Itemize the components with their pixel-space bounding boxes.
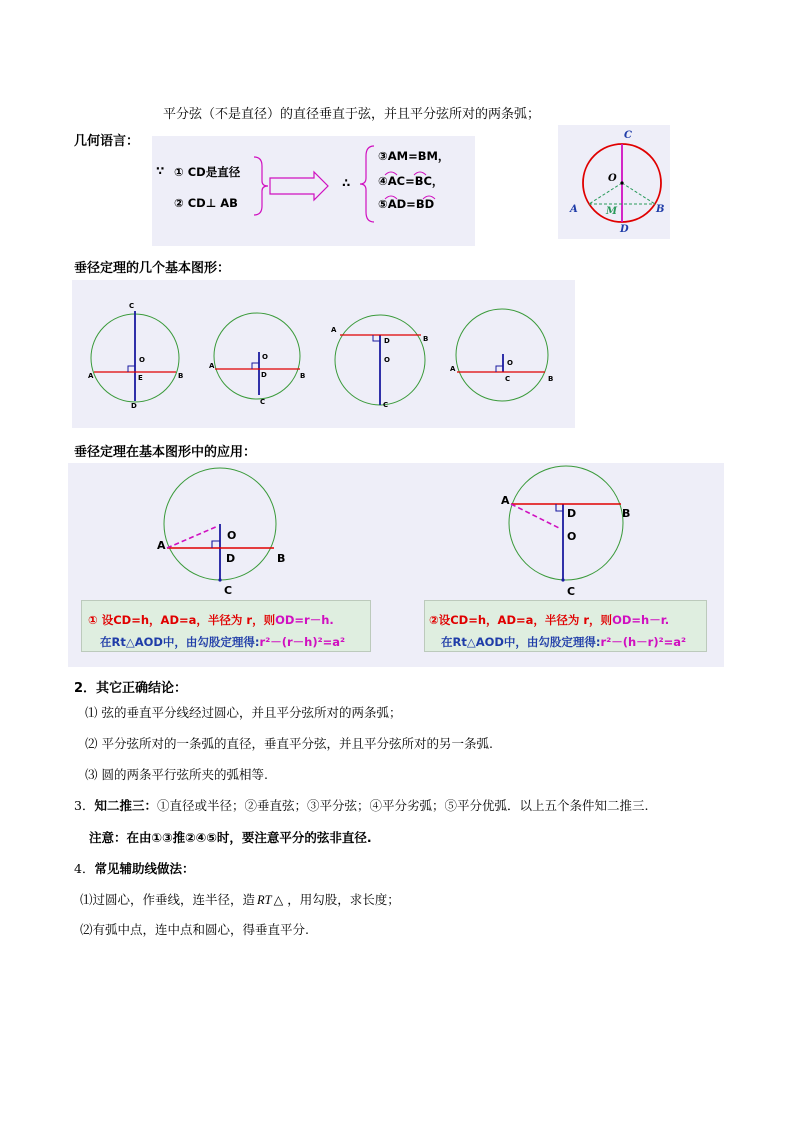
f4-circle <box>456 309 548 401</box>
label-d: D <box>620 224 629 235</box>
section-4-item-1-b: △ ，用勾股，求长度； <box>273 892 400 907</box>
app-left-label-c: C <box>224 584 233 597</box>
app-left-label-d: D <box>226 552 236 565</box>
f3-label-a: A <box>331 326 337 334</box>
result-2: ④AC=BC， <box>378 174 444 188</box>
section-4-title: 常见辅助线做法： <box>94 861 195 876</box>
f4-label-c: C <box>505 375 511 383</box>
section-3-title: 知二推三： <box>94 798 157 813</box>
formula-2-setup: ②设CD=h，AD=a，半径为 r，则 <box>429 613 613 627</box>
section-2-item-3: ⑶ 圆的两条平行弦所夹的弧相等. <box>85 767 268 782</box>
app-right-label-o: O <box>567 530 577 543</box>
radius-oa <box>589 183 622 204</box>
label-m: M <box>606 206 618 217</box>
intro-line: 平分弦（不是直径）的直径垂直于弦，并且平分弦所对的两条弧； <box>163 107 541 122</box>
formula-2-pythag-label: 在Rt△AOD中，由勾股定理得: <box>441 635 601 649</box>
label-o: O <box>608 173 617 184</box>
formula-box-1 <box>81 600 371 652</box>
f1-label-o: O <box>139 356 145 364</box>
basic-figures-panel <box>72 280 575 428</box>
app-left-point-c <box>218 578 221 581</box>
formula-1-equation: r²－(r－h)²=a² <box>259 635 346 649</box>
section-4-heading <box>74 859 194 877</box>
section-3-num: 3． <box>74 798 95 813</box>
section-4-item-1-a: ⑴过圆心，作垂线，连半径，造 <box>80 892 256 907</box>
f2-label-c: C <box>260 398 266 406</box>
label-b: B <box>656 204 665 215</box>
app-right-label-a: A <box>501 494 510 507</box>
geo-language-panel <box>152 136 475 246</box>
f1-label-b: B <box>178 372 184 380</box>
f1-label-c: C <box>129 302 135 310</box>
section-4-item-1 <box>80 890 400 908</box>
app-right-label-c: C <box>567 585 576 598</box>
formula-1-line-1 <box>88 609 334 628</box>
formula-2-line-2 <box>441 631 686 650</box>
f3-right-angle <box>373 335 380 341</box>
f4-label-a: A <box>450 365 456 373</box>
label-a: A <box>570 204 578 215</box>
app-left-label-o: O <box>227 529 237 542</box>
implies-arrow <box>270 172 328 200</box>
f2-label-o: O <box>262 353 268 361</box>
right-brace <box>360 146 374 222</box>
f1-right-angle <box>128 366 135 372</box>
section-2-item-1: ⑴ 弦的垂直平分线经过圆心，并且平分弦所对的两条弧； <box>85 705 402 720</box>
radius-ob <box>622 183 655 204</box>
result-1: ③AM=BM， <box>378 149 450 163</box>
app-right-point-c <box>561 578 564 581</box>
section-3-text: ①直径或半径；②垂直弦；③平分弦；④平分劣弧；⑤平分优弧．以上五个条件知二推三. <box>156 798 649 813</box>
f3-label-b: B <box>423 335 429 343</box>
app-right-right-angle <box>556 504 563 511</box>
main-figure-panel <box>558 125 670 239</box>
f2-right-angle <box>252 363 259 369</box>
app-left-label-a: A <box>157 539 166 552</box>
formula-2-line-1 <box>429 609 669 628</box>
label-c: C <box>624 130 632 141</box>
app-right-circle <box>509 466 623 580</box>
f1-label-d: D <box>131 402 137 410</box>
section-4-item-1-rt: RT <box>257 893 272 907</box>
formula-1-setup: ① 设CD=h，AD=a，半径为 r，则 <box>88 613 276 627</box>
application-heading: 垂径定理在基本图形中的应用： <box>74 445 257 460</box>
section-4-num: 4． <box>74 861 95 876</box>
basic-figures-graphics <box>72 280 575 428</box>
left-brace <box>254 157 268 215</box>
app-left-dashed-oa <box>167 526 218 548</box>
section-3-line <box>74 796 648 814</box>
app-right-label-d: D <box>567 507 577 520</box>
therefore-symbol: ∴ <box>342 176 351 190</box>
f4-label-b: B <box>548 375 554 383</box>
app-right-label-b: B <box>622 507 631 520</box>
section-2-heading: 2．其它正确结论： <box>74 681 188 696</box>
formula-2-od: OD=h－r. <box>612 613 670 627</box>
f3-label-c: C <box>383 401 389 409</box>
formula-2-equation: r²－(h－r)²=a² <box>600 635 687 649</box>
formula-box-2 <box>424 600 707 652</box>
result-3: ⑤AD=BD <box>378 197 435 211</box>
f2-label-d: D <box>261 371 267 379</box>
f4-right-angle <box>496 366 503 372</box>
because-symbol: ∵ <box>156 164 165 178</box>
f3-label-o: O <box>384 356 390 364</box>
section-2-item-2: ⑵ 平分弦所对的一条弧的直径，垂直平分弦，并且平分弦所对的另一条弧. <box>85 736 493 751</box>
f1-label-e: E <box>138 374 143 382</box>
geo-language-heading: 几何语言： <box>74 134 140 149</box>
f2-label-b: B <box>300 372 306 380</box>
application-panel <box>68 463 724 667</box>
center-dot <box>620 181 623 184</box>
f1-label-a: A <box>88 372 94 380</box>
app-right-dashed-oa <box>511 504 561 529</box>
f2-label-a: A <box>209 362 215 370</box>
condition-1: ① CD是直径 <box>174 165 241 179</box>
app-left-right-angle <box>212 541 220 548</box>
formula-1-od: OD=r－h. <box>275 613 334 627</box>
condition-2: ② CD⊥ AB <box>174 196 238 210</box>
formula-1-pythag-label: 在Rt△AOD中，由勾股定理得: <box>100 635 260 649</box>
f2-circle <box>214 313 300 399</box>
formula-1-line-2 <box>100 631 345 650</box>
section-4-item-2: ⑵有弧中点，连中点和圆心，得垂直平分. <box>80 922 309 937</box>
basic-figures-heading: 垂径定理的几个基本图形： <box>74 261 231 276</box>
section-3-note: 注意：在由①③推②④⑤时，要注意平分的弦非直径. <box>89 830 372 845</box>
f4-label-o: O <box>507 359 513 367</box>
app-left-label-b: B <box>277 552 286 565</box>
f3-label-d: D <box>384 337 390 345</box>
